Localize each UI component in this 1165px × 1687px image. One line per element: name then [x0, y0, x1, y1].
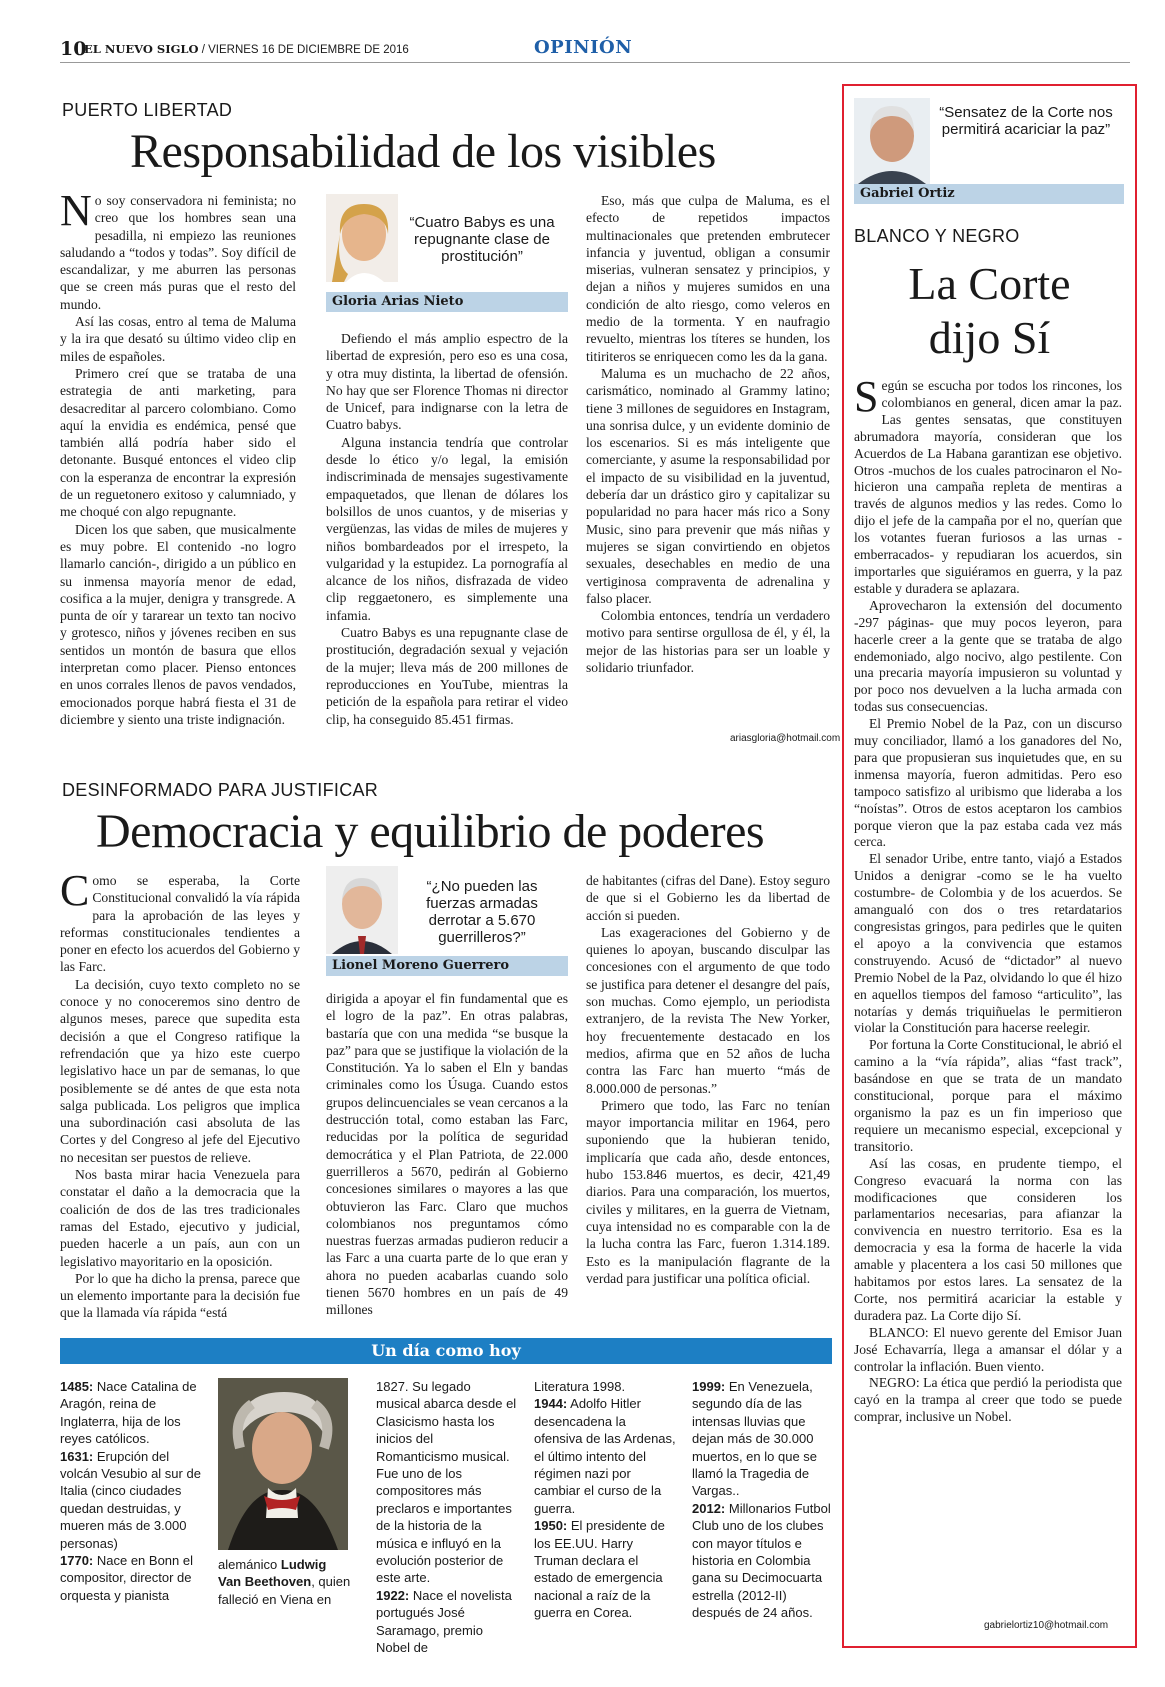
dia-entry: 1950: El presidente de los EE.UU. Harry Truman declara el estado de emergencia nacional a raíz de la guerra en Corea. — [534, 1518, 665, 1621]
article1-paragraph: Maluma es un muchacho de 22 años, carismático, nominado al Grammy latino; tiene 3 millones de seguidores en Instagram, una sonrisa dulce, y un evidente dominio de los escenarios. Si es más inteligente que comerciante, y asume la responsabilidad por el impacto de su visibilidad en la juventud, debería dar un drástico giro y capitalizar su popularidad no para hacer más rico a Sony Music, sino para prevenir que más niñas y mujeres se sigan convirtiendo en objetos sexuales, desechables en medio de una vertiginosa compraventa de adrenalina y falso placer. — [586, 365, 830, 606]
dia-col1 — [60, 1378, 202, 1604]
article1-col2 — [326, 330, 568, 728]
dia-entry: Literatura 1998. — [534, 1379, 626, 1394]
article2-author-name: Lionel Moreno Guerrero — [326, 956, 568, 976]
article2-paragraph: Las exageraciones del Gobierno y de quienes lo apoyan, buscando disculpar las concesiones con el argumento de que todo se justifica para detener el desangre del país, son muchas. Como ejemplo, un periodista extranjero, de la revista The New Yorker, hoy frecuentemente destacado en los medios, afirma que en 52 años de lucha contra las Farc han muerto “más de 8.000.000 de personas.” — [586, 924, 830, 1096]
article-la-corte-frame — [842, 84, 1137, 1648]
article1-paragraph: No soy conservadora ni feminista; no creo que los hombres sean una pesadilla, ni empiezo las reuniones saludando a “todos y todas”. Soy difícil de escandalizar, y me aburren las personas que se creen más puras que el resto del mundo. — [60, 186, 296, 312]
dia-entry: 1485: Nace Catalina de Aragón, reina de Inglaterra, hija de los reyes católicos. — [60, 1379, 197, 1447]
dia-entry: 1944: Adolfo Hitler desencadena la ofensiva de las Ardenas, el último intento del régimen nazi por cambiar el curso de la guerra. — [534, 1396, 676, 1516]
article1-headline: Responsabilidad de los visibles — [130, 125, 716, 178]
article3-author-box — [854, 98, 1124, 204]
article3-paragraph: Según se escucha por todos los rincones, los colombianos en general, dicen amar la paz. Las gentes sensatas, que constituyen abrumadora mayoría, consideran que los Acuerdos de La Habana garantizan ese objetivo. Otros -muchos de los cuales patrocinaron el No- hicieron una campaña repleta de mentiras a través de algunos medios y las redes. Como lo dijo el jefe de la campaña por el no, querían que los votantes fueran furiosos a las urnas -emberracados- y repudiaran los acuerdos, sin importarles que siguiéramos en guerra, y la paz estable y duradera se aplazara. — [854, 372, 1122, 596]
page-number: 10 — [60, 38, 87, 60]
article1-author-box — [326, 194, 568, 312]
dropcap: C — [60, 866, 90, 915]
dia-entry: 1922: Nace el novelista portugués José Saramago, premio Nobel de — [376, 1587, 512, 1656]
article3-paragraph: El Premio Nobel de la Paz, con un discurso muy conciliador, llamó a los ganadores del No, para que propusieran sus inquietudes que, en su inmensa mayoría, fueron admitidas. Pero eso tampoco satisfizo al uribismo que lideraba a los “noístas”. Otros de estos aceptaron los cambios porque vieron que la paz estaba cada vez más cerca. — [854, 716, 1122, 850]
dropcap: N — [60, 186, 92, 235]
article3-paragraph: Aprovecharon la extensión del documento -297 páginas- que muy pocos leyeron, para hacerle creer a la gente que se trataba de algo endemoniado, algo nocivo, algo pestilente. Con una precaria mayoría impusieron su voluntad y por poco nos devuelven a la lucha armada con todas sus consecuencias. — [854, 597, 1122, 715]
article3-kicker: BLANCO Y NEGRO — [854, 226, 1020, 246]
dia-col4 — [534, 1378, 676, 1622]
article1-paragraph: Así las cosas, entro al tema de Maluma y la ira que desató su último video clip en miles de españoles. — [60, 314, 296, 364]
dia-entry: 1770: Nace en Bonn el compositor, director de orquesta y pianista — [60, 1553, 193, 1603]
article1-pull-quote: “Cuatro Babys es una repugnante clase de prostitución” — [409, 214, 555, 265]
dia-col5 — [692, 1378, 832, 1622]
dropcap: S — [854, 372, 879, 421]
article2-paragraph: Primero que todo, las Farc no tenían mayor importancia militar en 1964, pero suponiendo que la hubieran tenido, implicaría que cada año, desde entonces, hubo 153.846 muertos, es decir, 421,49 diarios. Para una comparación, los muertos, civiles y militares, en la guerra de Vietnam, cuya intensidad no es comparable con la de la lucha contra las Farc, fueron 1.314.189. Esto es la manipulación flagrante de la verdad para justificar una política oficial. — [586, 1097, 830, 1286]
article3-headline-line2: dijo Sí — [928, 312, 1051, 363]
article3-email: gabrielortiz10@hotmail.com — [984, 1620, 1109, 1631]
article2-paragraph: de habitantes (cifras del Dane). Estoy seguro de que si el Gobierno les da libertad de acción si pueden. — [586, 873, 830, 923]
section-name: OPINIÓN — [534, 37, 633, 58]
article3-author-name: Gabriel Ortiz — [854, 184, 1124, 204]
article2-author-box — [326, 866, 568, 976]
beethoven-portrait — [218, 1378, 348, 1550]
article2-paragraph: Como se esperaba, la Corte Constitucional convalidó la vía rápida para la aprobación de las leyes y reformas constitucionales tendientes a poner en efecto los acuerdos del Gobierno y las Farc. — [60, 866, 300, 975]
article2-pull-quote: “¿No pueden las fuerzas armadas derrotar a 5.670 guerrilleros?” — [426, 878, 538, 946]
article1-kicker: PUERTO LIBERTAD — [62, 100, 233, 120]
article1-col3 — [586, 192, 830, 676]
article3-headline-line1: La Corte — [908, 258, 1071, 309]
article1-paragraph: Colombia entonces, tendría un verdadero motivo para sentirse orgullosa de él, y él, la mejor de las historias para ser un loable y solidario triunfador. — [586, 608, 830, 676]
author-photo-lionel — [326, 866, 398, 954]
article3-paragraph: NEGRO: La ética que perdió la periodista que cayó en la trampa al creer que todo se puede comprar, inclusive un Nobel. — [854, 1375, 1122, 1425]
article3-paragraph: BLANCO: El nuevo gerente del Emisor Juan José Echavarría, llega a amansar el dólar y a controlar la inflación. Buen viento. — [854, 1324, 1122, 1374]
article2-paragraph: Nos basta mirar hacia Venezuela para constatar el daño a la democracia que la coalición de dos de las tres tradicionales ramas del Estado, ejecutivo y judicial, pueden hacerle a un país, aun con un legislativo mayoritario en la oposición. — [60, 1167, 300, 1269]
author-photo-gabriel — [854, 98, 930, 184]
article1-paragraph: Dicen los que saben, que musicalmente es muy pobre. El contenido -no logro llamarlo canción-, dirigido a un público en su inmensa mayoría menor de edad, cosifica a la mujer, denigra y transgrede. A punta de oír y tararear un texto tan nocivo y grotesco, niños y jóvenes reciben en sus sentidos un montón de basura que ellos interpretan como placer. Pienso entonces en unos corrales llenos de pavos vendados, emocionados porque habrá fiesta el 31 de diciembre y siento una triste indignación. — [60, 521, 296, 727]
article1-paragraph: Cuatro Babys es una repugnante clase de prostitución, degradación sexual y vejación de la mujer; lleva más de 200 millones de reproducciones en YouTube, mientras la petición de la española para retirar el video clip, ha conseguido 85.451 firmas. — [326, 625, 568, 727]
dia-entry: 1827. Su legado musical abarca desde el Clasicismo hasta los inicios del Romanticismo musical. Fue uno de los compositores más preclaros e importantes de la historia de la música e influyó en la evolución posterior de este arte. — [376, 1379, 517, 1586]
article1-email: ariasgloria@hotmail.com — [730, 733, 841, 744]
dia-title-bar: Un día como hoy — [60, 1338, 832, 1364]
author-photo-gloria — [326, 194, 398, 282]
page-header — [0, 0, 1165, 70]
dia-entry: 1631: Erupción del volcán Vesubio al sur de Italia (cinco ciudades quedan destruidas, y mueren más de 3.000 personas) — [60, 1448, 201, 1551]
article2-paragraph: La decisión, cuyo texto completo no se conoce y no conoceremos sino dentro de algunos meses, parece que supedita esta decisión a que el Congreso ratifique la refrendación que ya hizo este cuerpo legislativo hace un par de semanas, lo que posiblemente se dé antes de que esta nota salga publicada. Los peligros que implica una subordinación casi absoluta de las Cortes y del Congreso al jefe del Ejecutivo no necesitan ser puestos de relieve. — [60, 976, 300, 1165]
article2-paragraph: Por lo que ha dicho la prensa, parece que un elemento importante para la decisión fue que la llamada vía rápida “está — [60, 1270, 300, 1321]
article3-pull-quote: “Sensatez de la Corte nos permitirá acariciar la paz” — [939, 104, 1113, 138]
article1-paragraph: Eso, más que culpa de Maluma, es el efecto de repetidos impactos multinacionales que pretenden embrutecer infancia y juventud, obligan a consumir miserias, vulneran sensatez y principios, y dejan a niños y mujeres sumidos en una condición de alto riesgo, como veleros en medio de la tormenta. Y en naufragio revuelto, mientras los títeres se hunden, los titiriteros se enriquecen como les da la gana. — [586, 193, 830, 364]
article3-paragraph: El senador Uribe, entre tanto, viajó a Estados Unidos a denigrar -como se le ha vuelto costumbre- de Colombia y de los acuerdos. Se amangualó con dos o tres retardatarios congresistas gringos, para pedirles que le quiten el apoyo a la convivencia que estamos construyendo. Acusó de “dictador” al nuevo Premio Nobel de la Paz, olvidando lo que él hizo en aquellos tiempos del famoso “articulito”, las notarías y demás triquiñuelas le permitieron violar la Constitución para hacerse reelegir. — [854, 851, 1122, 1036]
article1-author-name: Gloria Arias Nieto — [326, 292, 568, 312]
article2-col1 — [60, 866, 300, 1322]
header-divider — [60, 62, 1130, 63]
article1-paragraph: Defiendo el más amplio espectro de la libertad de expresión, pero eso es una cosa, y otra muy distinta, la libertad de ofensión. No hay que ser Florence Thomas ni director de Unicef, para indignarse con la letra de Cuatro babys. — [326, 331, 568, 433]
article2-paragraph: dirigida a apoyar el fin fundamental que es el logro de la paz”. En otras palabras, bastaría que con una medida “se busque la paz” para que se justifique la violación de la Constitución. Ya lo saben el Eln y bandas criminales como los Úsuga. Cuando estos grupos delincuenciales se vean cercanos a la destrucción total, como estaban las Farc, reducidas por la política de seguridad democrática y el Plan Patriota, de 22.000 guerrilleros a 5670, pedirán al Gobierno concesiones similares o mayores a las que obtuvieron las Farc. Claro que muchos colombianos nos preguntamos cómo nuestras fuerzas armadas pudieron reducir a las Farc a una cuarta parte de lo que eran y ahora no pueden acabarlas cuando solo tienen 5670 hombres en un país de 49 millones — [326, 991, 568, 1318]
article1-paragraph: Primero creí que se trataba de una estrategia de anti marketing, para desacreditar al parcero colombiano. Como aquí la envidia es endémica, pensé que también allá podría haber sido el detonante. Busqué entonces el video clip con la esperanza de encontrar la expresión de un reguetonero exitoso y calumniado, y me choqué con algo repugnante. — [60, 365, 296, 520]
dia-entry: 2012: Millonarios Futbol Club uno de los clubes con mayor títulos e historia en Colombia gana su Decimocuarta estrella (2012-II) después de 24 años. — [692, 1500, 831, 1621]
article2-col3 — [586, 872, 830, 1287]
article1-col1 — [60, 186, 296, 728]
article3-paragraph: Así las cosas, en prudente tiempo, el Congreso evacuará la norma con las modificaciones que consideren los parlamentarios necesarias, para afianzar la convivencia en nuestro territorio. Esa es la democracia y esa la forma de hacerle la vida amable y placentera a los casi 50 millones que habitamos por estos lares. La sensatez de la Corte, nos permitirá acariciar la estable y duradera paz. La Corte dijo Sí. — [854, 1155, 1122, 1323]
masthead-name: EL NUEVO SIGLO — [84, 42, 199, 56]
dia-entry: 1999: En Venezuela, segundo día de las intensas lluvias que dejan más de 30.000 muertos, en lo que se llamó la Tragedia de Vargas.. — [692, 1379, 818, 1499]
article3-paragraph: Por fortuna la Corte Constitucional, le abrió el camino a la “vía rápida”, alias “fast track”, basándose en que se trata de un mandato constitucional, porque para el máximo organismo la paz es un fin imperioso que requiere un mecanismo especial, excepcional y transitorio. — [854, 1037, 1122, 1154]
dia-col2: alemánico Ludwig Van Beethoven, quien falleció en Viena en — [218, 1557, 351, 1607]
article3-body — [854, 372, 1122, 1426]
article2-col2 — [326, 990, 568, 1319]
article2-kicker: DESINFORMADO PARA JUSTIFICAR — [62, 780, 379, 800]
article1-paragraph: Alguna instancia tendría que controlar desde lo ético y/o legal, la emisión indiscriminada de mensajes sugestivamente empaquetados, que llenan de dólares los bolsillos de unos cuantos, y de miserias y vergüenzas, las vidas de miles de mujeres y niños bombardeados por el irrespeto, la vulgaridad y la estupidez. La pornografía al alcance de los niños, disfrazada de video clip reggaetonero, es simplemente una infamia. — [326, 434, 568, 623]
masthead-date: / VIERNES 16 DE DICIEMBRE DE 2016 — [201, 44, 409, 56]
article2-headline: Democracia y equilibrio de poderes — [96, 805, 765, 858]
masthead — [84, 42, 409, 56]
dia-col3 — [376, 1378, 518, 1657]
